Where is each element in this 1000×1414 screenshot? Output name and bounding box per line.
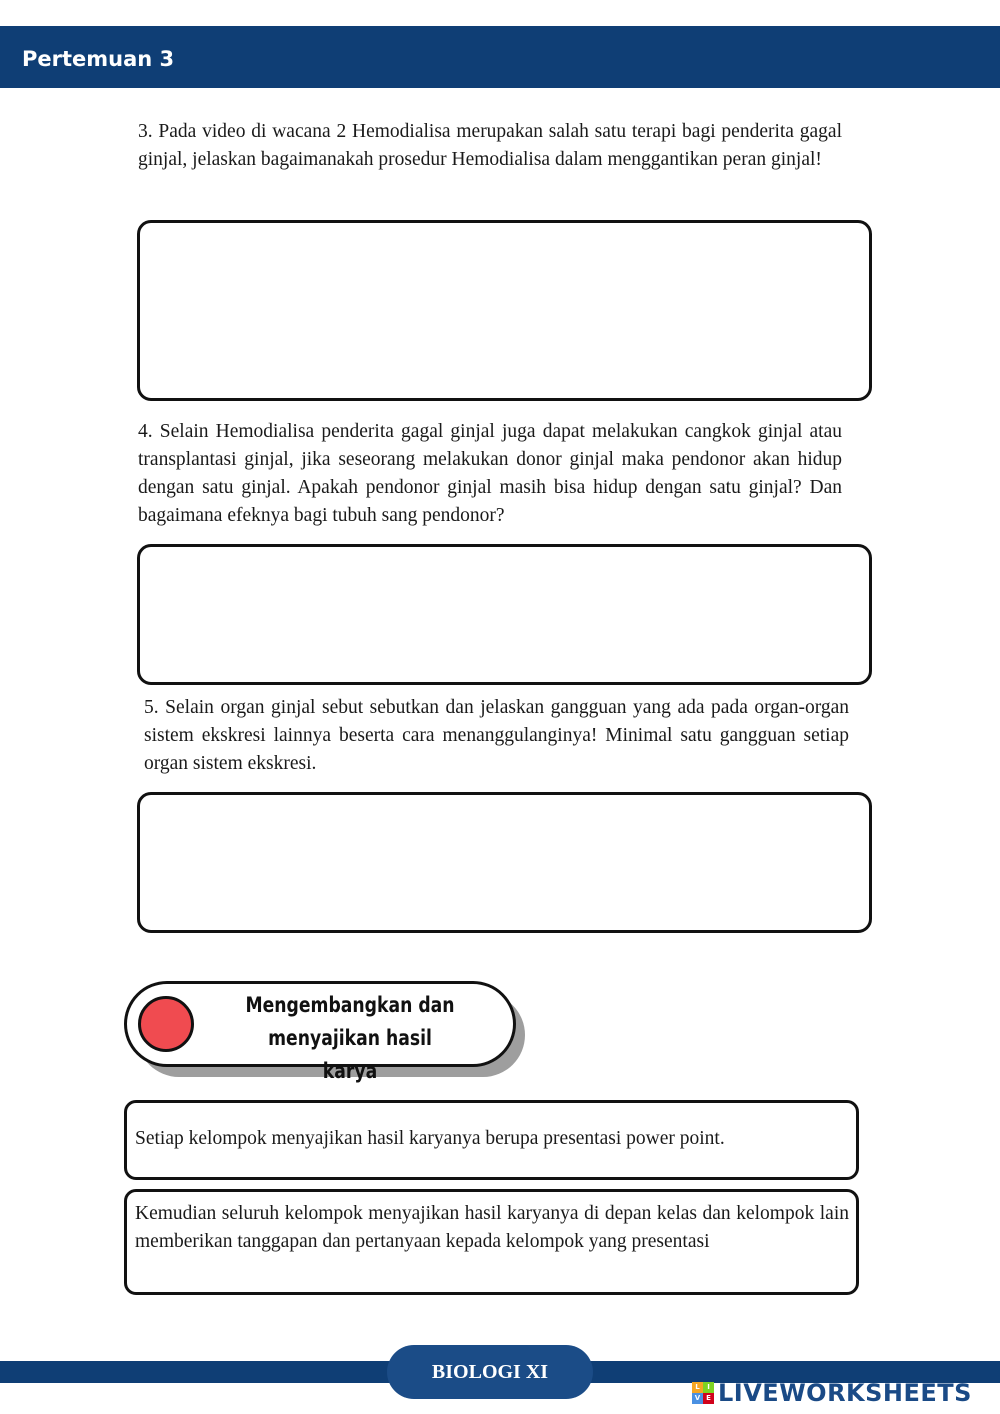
info-text-1: Setiap kelompok menyajikan hasil karyanya berupa presentasi power point.: [135, 1128, 725, 1149]
question-4: 4. Selain Hemodialisa penderita gagal ginjal juga dapat melakukan cangkok ginjal atau transplantasi ginjal, jika seseorang melakukan donor ginjal maka pendonor akan hidup dengan satu ginjal. Apakah pendonor ginjal masih bisa hidup dengan satu ginjal? Dan bagaimana efeknya bagi tubuh sang pendonor?: [138, 421, 842, 526]
info-text-2: Kemudian seluruh kelompok menyajikan hasil karyanya di depan kelas dan kelompok lain memberikan tanggapan dan pertanyaan kepada kelompok yang presentasi: [135, 1203, 849, 1252]
footer-subject-label: BIOLOGI XI: [387, 1345, 593, 1399]
liveworksheets-icon: L I V E: [692, 1382, 714, 1404]
info-box-2: [124, 1189, 859, 1295]
section-title: Mengembangkan dan menyajikan hasil karya: [245, 993, 455, 1083]
answer-box-4[interactable]: [137, 544, 872, 685]
question-5: 5. Selain organ ginjal sebut sebutkan dan jelaskan gangguan yang ada pada organ-organ sistem ekskresi lainnya beserta cara menanggulanginya! Minimal satu gangguan setiap organ sistem ekskresi.: [144, 697, 849, 774]
liveworksheets-logo[interactable]: [692, 1378, 972, 1408]
info-box-1: [124, 1100, 859, 1180]
section-marker-dot: [138, 996, 194, 1052]
answer-box-3[interactable]: [137, 220, 872, 401]
page-title: Pertemuan 3: [22, 47, 175, 71]
liveworksheets-text: LIVEWORKSHEETS: [718, 1379, 972, 1407]
answer-box-5[interactable]: [137, 792, 872, 933]
question-3: 3. Pada video di wacana 2 Hemodialisa merupakan salah satu terapi bagi penderita gagal ginjal, jelaskan bagaimanakah prosedur Hemodialisa dalam menggantikan peran ginjal!: [138, 121, 842, 170]
